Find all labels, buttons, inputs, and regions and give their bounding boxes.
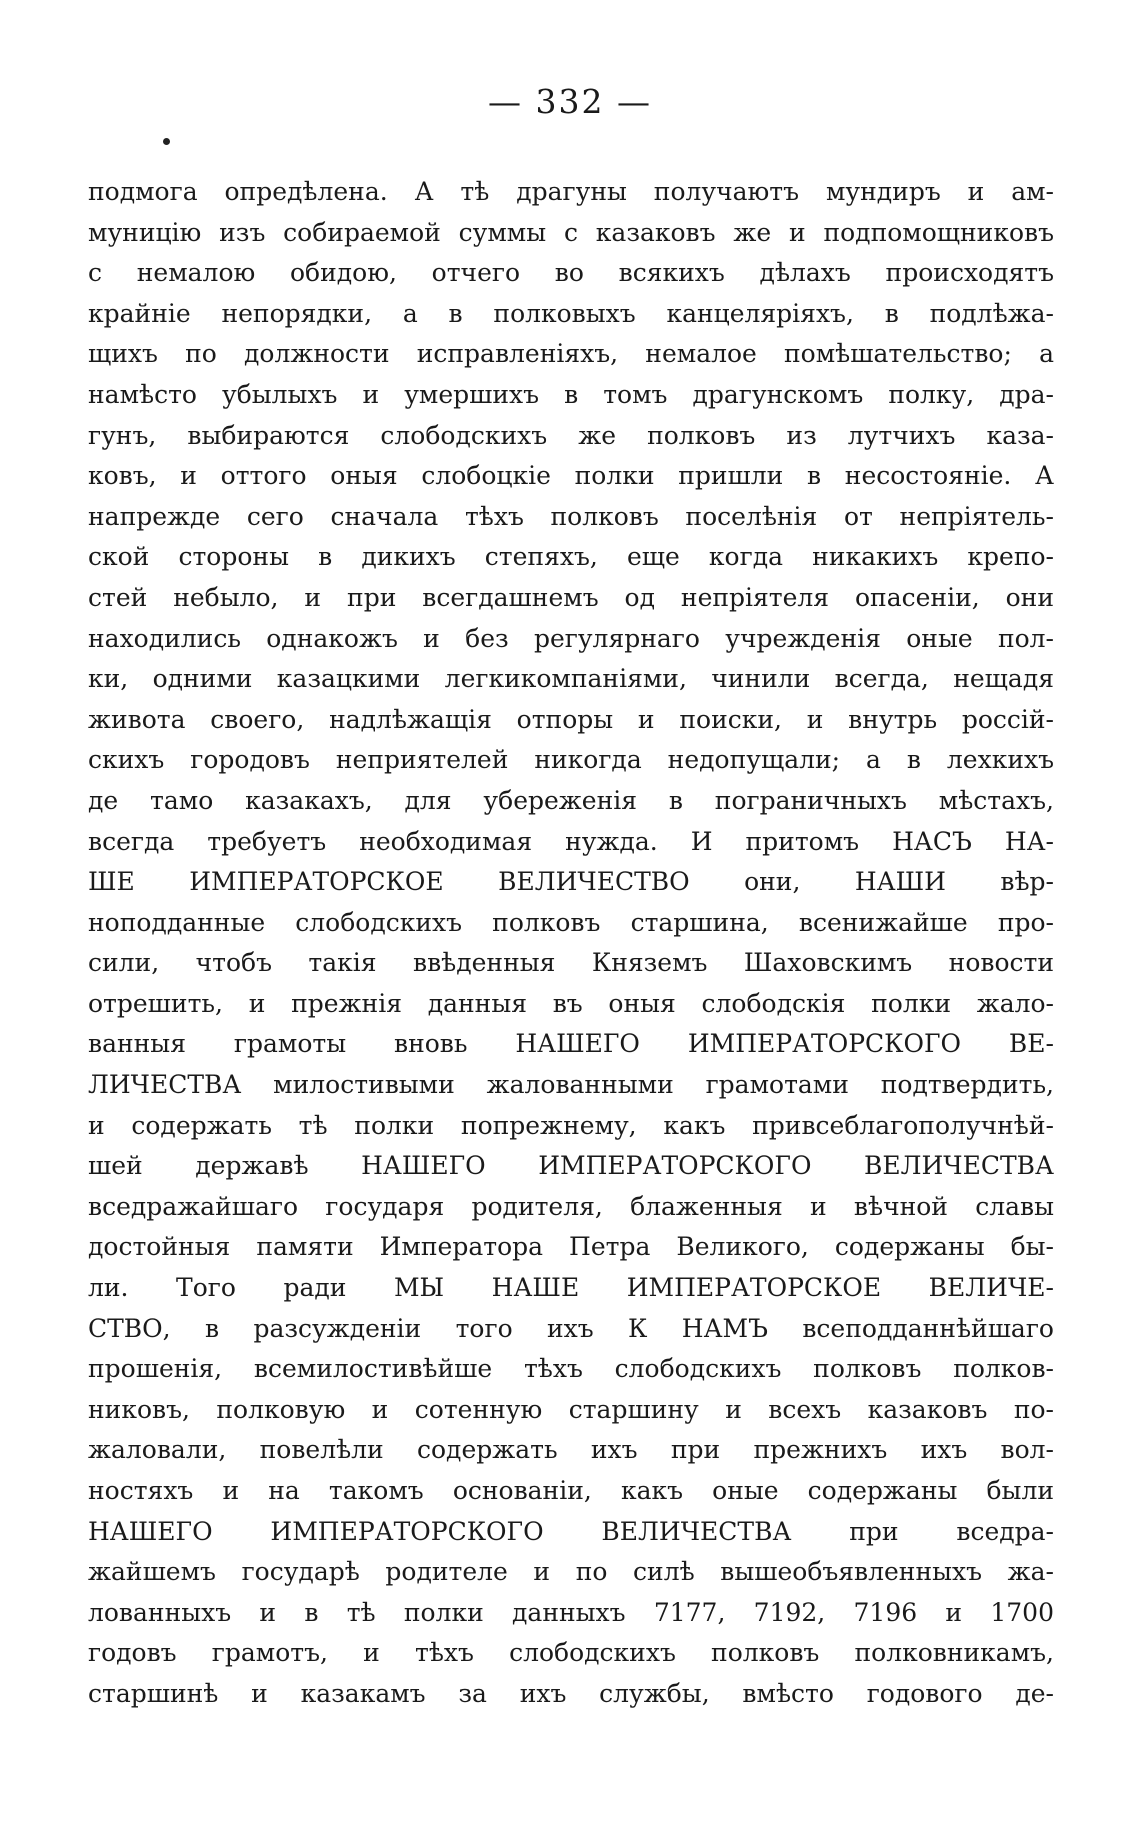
text-line: ли. Того ради МЫ НАШЕ ИМПЕРАТОРСКОЕ ВЕЛИЧЕ- — [88, 1273, 1054, 1303]
text-line: скихъ городовъ неприятелей никогда недопущали; а в лехкихъ — [88, 745, 1054, 775]
text-line: стей небыло, и при всегдашнемъ од непріятеля опасеніи, они — [88, 582, 1054, 612]
text-line: старшинѣ и казакамъ за ихъ службы, вмѣсто годового де- — [88, 1678, 1054, 1708]
text-line: НАШЕГО ИМПЕРАТОРСКОГО ВЕЛИЧЕСТВА при вседра- — [88, 1516, 1054, 1546]
text-line: никовъ, полковую и сотенную старшину и всехъ казаковъ по- — [88, 1394, 1054, 1424]
text-line: ковъ, и оттого оныя слобоцкіе полки пришли в несостояніе. А — [88, 461, 1054, 491]
text-line: ванныя грамоты вновь НАШЕГО ИМПЕРАТОРСКОГО ВЕ- — [88, 1029, 1054, 1059]
text-line: ской стороны в дикихъ степяхъ, еще когда никакихъ крепо- — [88, 542, 1054, 572]
text-body — [88, 172, 1054, 1715]
text-line: крайніе непорядки, а в полковыхъ канцеляріяхъ, в подлѣжа- — [88, 298, 1054, 328]
text-line: прошенія, всемилостивѣйше тѣхъ слободскихъ полковъ полков- — [88, 1354, 1054, 1384]
text-line: вседражайшаго государя родителя, блаженныя и вѣчной славы — [88, 1191, 1054, 1221]
text-line: с немалою обидою, отчего во всякихъ дѣлахъ происходятъ — [88, 258, 1054, 288]
text-line: годовъ грамотъ, и тѣхъ слободскихъ полковъ полковникамъ, — [88, 1638, 1054, 1668]
text-line: жайшемъ государѣ родителе и по силѣ вышеобъявленныхъ жа- — [88, 1557, 1054, 1587]
text-line: ностяхъ и на такомъ основаніи, какъ оные содержаны были — [88, 1476, 1054, 1505]
text-line: ЛИЧЕСТВА милостивыми жалованными грамотами подтвердить, — [88, 1070, 1054, 1100]
text-line: сили, чтобъ такія ввѣденныя Княземъ Шаховскимъ новости — [88, 948, 1054, 978]
text-line: ноподданные слободскихъ полковъ старшина, всенижайше про- — [88, 907, 1054, 937]
text-line: и содержать тѣ полки попрежнему, какъ привсеблагополучнѣй- — [88, 1110, 1054, 1140]
text-line: намѣсто убылыхъ и умершихъ в томъ драгунскомъ полку, дра- — [88, 379, 1054, 409]
text-line: муницію изъ собираемой суммы с казаковъ же и подпомощниковъ — [88, 217, 1054, 247]
text-line: живота своего, надлѣжащія отпоры и поиски, и внутрь россій- — [88, 704, 1054, 734]
text-line: находились однакожъ и без регулярнаго учрежденія оные пол- — [88, 623, 1054, 653]
text-line: шей державѣ НАШЕГО ИМПЕРАТОРСКОГО ВЕЛИЧЕСТВА — [88, 1151, 1054, 1181]
text-line: СТВО, в разсужденіи того ихъ К НАМЪ всеподданнѣйшаго — [88, 1313, 1054, 1343]
text-line: отрешить, и прежнія данныя въ оныя слободскія полки жало- — [88, 988, 1054, 1018]
text-line: гунъ, выбираются слободскихъ же полковъ из лутчихъ каза- — [88, 420, 1054, 450]
text-line: достойныя памяти Императора Петра Великого, содержаны бы- — [88, 1232, 1054, 1262]
text-line: ШЕ ИМПЕРАТОРСКОЕ ВЕЛИЧЕСТВО они, НАШИ вѣр- — [88, 867, 1054, 897]
text-line: напрежде сего сначала тѣхъ полковъ поселѣнія от непріятель- — [88, 501, 1054, 531]
text-line: подмога опредѣлена. А тѣ драгуны получаютъ мундиръ и ам- — [88, 177, 1054, 206]
text-line: лованныхъ и в тѣ полки данныхъ 7177, 7192, 7196 и 1700 — [88, 1597, 1054, 1627]
text-line: жаловали, повелѣли содержать ихъ при прежнихъ ихъ вол- — [88, 1435, 1054, 1465]
page-number: — 332 — — [488, 82, 652, 121]
text-line: щихъ по должности исправленіяхъ, немалое помѣшательство; а — [88, 339, 1054, 369]
text-line: де тамо казакахъ, для убереженія в пограничныхъ мѣстахъ, — [88, 785, 1054, 815]
print-speck — [163, 138, 170, 145]
text-line: ки, одними казацкими легкикомпаніями, чинили всегда, нещадя — [88, 664, 1054, 694]
text-line: всегда требуетъ необходимая нужда. И притомъ НАСЪ НА- — [88, 826, 1054, 856]
